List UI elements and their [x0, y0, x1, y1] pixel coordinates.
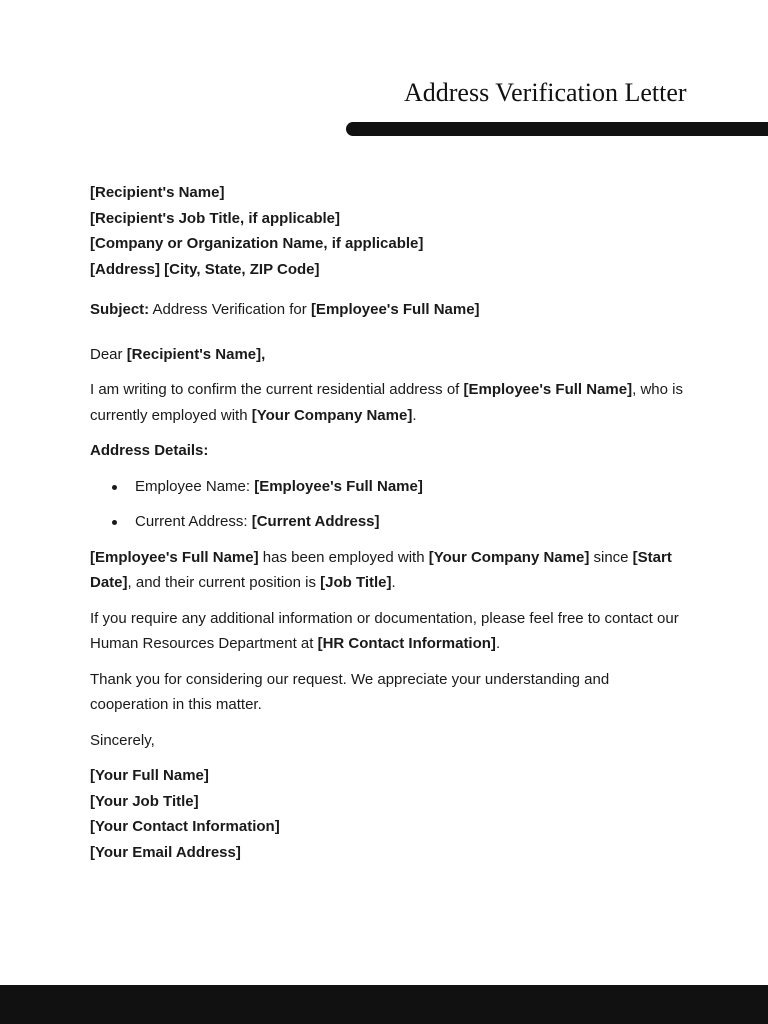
- para2-start-date: [Start Date]: [90, 548, 672, 591]
- letter-body: [90, 180, 690, 865]
- detail-label: Current Address:: [135, 513, 252, 530]
- subject-text: Address Verification for: [149, 301, 311, 318]
- signature-contact: [Your Contact Information]: [90, 818, 280, 835]
- detail-value: [Current Address]: [251, 513, 380, 530]
- list-item: [90, 509, 690, 535]
- recipient-address-block: [90, 180, 690, 282]
- para2-text-3: , and their current position is: [127, 574, 321, 591]
- signature-name: [Your Full Name]: [90, 767, 209, 784]
- address-details-list: [90, 474, 690, 535]
- para1-company-name: [Your Company Name]: [251, 406, 413, 424]
- closing: Sincerely,: [90, 731, 155, 749]
- paragraph-contact-hr: [90, 606, 690, 657]
- letter-title: Address Verification Letter: [404, 78, 687, 107]
- para2-company-name: [Your Company Name]: [428, 548, 590, 566]
- para3-hr-contact: [HR Contact Information]: [317, 635, 496, 652]
- subject-label: Subject:: [90, 301, 150, 318]
- detail-value: [Employee's Full Name]: [254, 477, 423, 495]
- footer-bar: [0, 985, 768, 1024]
- salutation-name: [Recipient's Name],: [126, 345, 266, 363]
- bullet-icon: [112, 485, 117, 490]
- paragraph-employment: [90, 545, 690, 596]
- recipient-company: [Company or Organization Name, if applicable]: [90, 235, 424, 252]
- para2-employee-name: [Employee's Full Name]: [90, 548, 259, 566]
- salutation: [90, 342, 690, 368]
- list-item: [90, 474, 690, 500]
- paragraph-confirm: [90, 377, 690, 428]
- para2-job-title: [Job Title]: [320, 574, 392, 591]
- detail-label: Employee Name:: [135, 477, 255, 495]
- recipient-job-title: [Recipient's Job Title, if applicable]: [90, 209, 341, 227]
- recipient-name: [Recipient's Name]: [90, 184, 225, 201]
- para1-text-1: I am writing to confirm the current residential address of: [90, 381, 464, 398]
- salutation-dear: Dear: [90, 345, 127, 363]
- signature-block: [90, 763, 690, 865]
- para1-text-2: , who is currently employed with: [90, 381, 683, 424]
- signature-email: [Your Email Address]: [90, 843, 241, 861]
- recipient-address: [Address] [City, State, ZIP Code]: [90, 260, 320, 278]
- subject-line: [90, 297, 690, 323]
- signature-job-title: [Your Job Title]: [90, 792, 199, 810]
- bullet-icon: [112, 520, 117, 525]
- para2-text-1: has been employed with: [258, 548, 429, 566]
- para2-text-2: since: [589, 548, 633, 566]
- title-underline-bar: [346, 122, 768, 136]
- para2-text-4: .: [391, 574, 396, 591]
- para1-text-3: .: [412, 406, 417, 424]
- para1-employee-name: [Employee's Full Name]: [463, 381, 633, 398]
- para3-text-2: .: [495, 635, 501, 652]
- paragraph-thanks: Thank you for considering our request. We appreciate your understanding and cooperation in this matter.: [90, 670, 610, 713]
- para3-text-1: If you require any additional information or documentation, please feel free to contact our Human Resources Department at: [90, 609, 679, 652]
- address-details-heading: Address Details:: [90, 442, 209, 459]
- subject-employee-name: [Employee's Full Name]: [310, 301, 480, 318]
